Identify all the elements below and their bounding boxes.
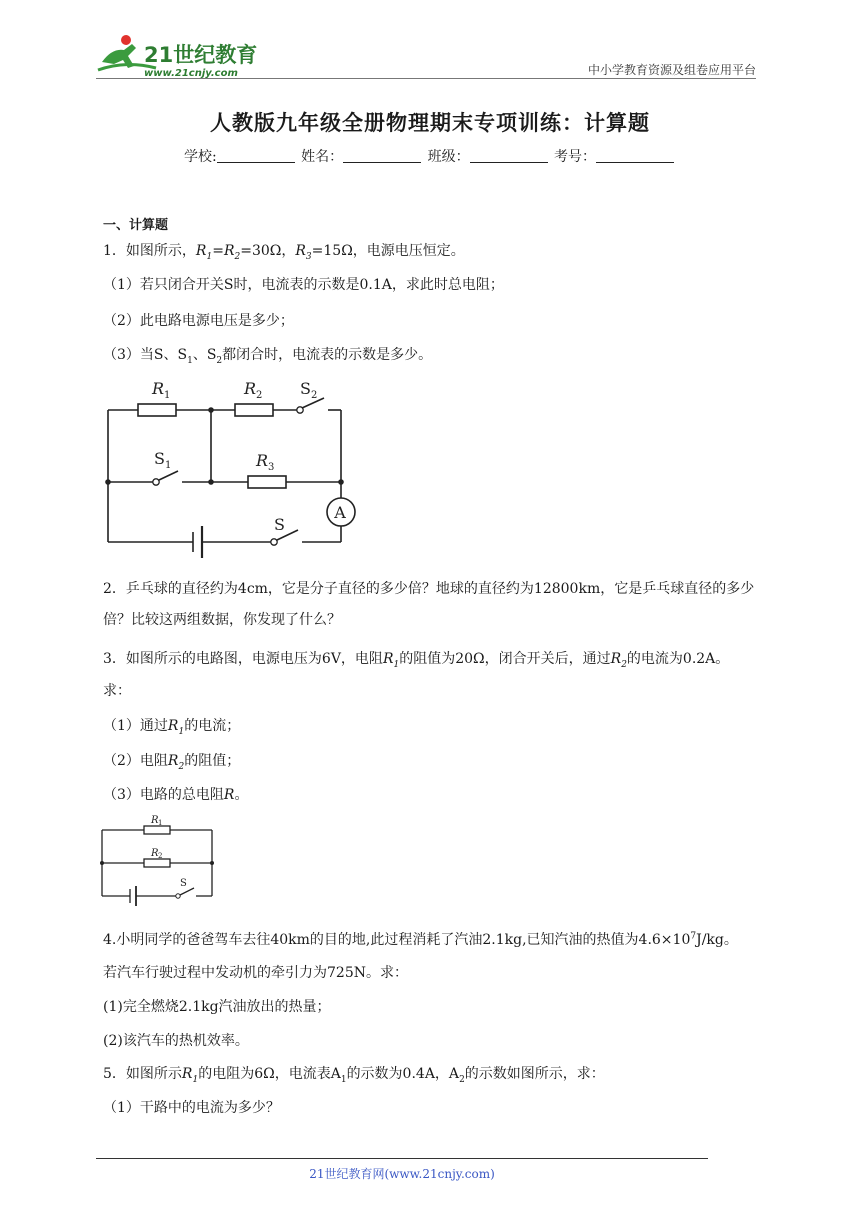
svg-text:S: S: [300, 379, 311, 398]
q1-part1: （1）若只闭合开关S时，电流表的示数是0.1A，求此时总电阻；: [103, 277, 504, 293]
svg-text:2: 2: [158, 852, 163, 860]
svg-text:A: A: [334, 503, 346, 522]
number-label: 考号：: [554, 149, 597, 165]
site-logo: [96, 32, 266, 80]
section-heading: 一、计算题: [103, 218, 169, 233]
svg-text:S: S: [154, 449, 165, 468]
q3-part3: （3）电路的总电阻R。: [103, 787, 249, 803]
name-blank: [343, 148, 421, 163]
svg-text:1: 1: [158, 819, 163, 827]
q3-circuit-diagram: [96, 810, 220, 914]
q3-part2: （2）电阻$R_2$的阻值；: [103, 753, 241, 772]
svg-text:R: R: [152, 379, 165, 398]
q3-ask: 求：: [103, 683, 131, 699]
svg-text:1: 1: [164, 390, 171, 401]
q2-text: 2．乒乓球的直径约为4cm，它是分子直径的多少倍？地球的直径约为12800km，它是乒乓球直径的多少倍？比较这两组数据，你发现了什么？: [103, 581, 755, 628]
svg-text:R: R: [151, 848, 159, 859]
q4-stem-2: 若汽车行驶过程中发动机的牵引力为725N。求：: [103, 965, 408, 981]
svg-text:R: R: [244, 379, 257, 398]
svg-text:2: 2: [311, 390, 318, 401]
svg-text:2: 2: [256, 390, 263, 401]
class-blank: [470, 148, 548, 163]
q1-part3: （3）当S、$S_1$、$S_2$都闭合时，电流表的示数是多少。: [103, 347, 433, 366]
q5-stem: 5．如图所示$R_1$的电阻为6Ω，电流表$A_1$的示数为0.4A，$A_2$的示数如图所示，求：: [103, 1066, 605, 1085]
school-blank: [217, 148, 295, 163]
q5-part1: （1）干路中的电流为多少？: [103, 1100, 280, 1116]
q3-stem: 3．如图所示的电路图，电源电压为6V，电阻$R_1$的阻值为20Ω，闭合开关后，通过$R_2$的电流为0.2A。: [103, 651, 730, 670]
svg-text:R: R: [151, 815, 159, 826]
platform-name: 中小学教育资源及组卷应用平台: [587, 63, 756, 77]
q4-part2: (2)该汽车的热机效率。: [103, 1033, 249, 1049]
school-label: 学校:: [183, 149, 217, 165]
footer-link[interactable]: 21世纪教育网(www.21cnjy.com): [309, 1167, 495, 1181]
q4-stem: 4.小明同学的爸爸驾车去往40km的目的地,此过程消耗了汽油2.1kg,已知汽油的热值为$4.6\times 10^7J/kg$。: [103, 931, 738, 948]
svg-text:21世纪教育: 21世纪教育: [144, 43, 258, 67]
student-info-row: [0, 146, 860, 166]
svg-text:S: S: [274, 515, 285, 534]
svg-text:www.21cnjy.com: www.21cnjy.com: [144, 68, 238, 79]
svg-text:R: R: [256, 451, 269, 470]
q1-circuit-diagram: [96, 374, 366, 558]
svg-text:3: 3: [268, 462, 275, 473]
footer-divider: [96, 1158, 708, 1159]
q1-stem: 1．如图所示，$R_1=R_2=30\Omega$，$R_3=15\Omega$，电源电压恒定。: [103, 243, 465, 262]
number-blank: [596, 148, 674, 163]
svg-text:1: 1: [165, 460, 172, 471]
class-label: 班级：: [427, 149, 470, 165]
svg-text:S: S: [180, 878, 187, 889]
q3-part1: （1）通过$R_1$的电流；: [103, 718, 241, 737]
q1-part2: （2）此电路电源电压是多少；: [103, 313, 294, 329]
header-divider: [96, 78, 756, 79]
page-title: 人教版九年级全册物理期末专项训练：计算题: [210, 110, 650, 135]
name-label: 姓名：: [301, 149, 344, 165]
q4-part1: (1)完全燃烧2.1kg汽油放出的热量；: [103, 999, 331, 1015]
